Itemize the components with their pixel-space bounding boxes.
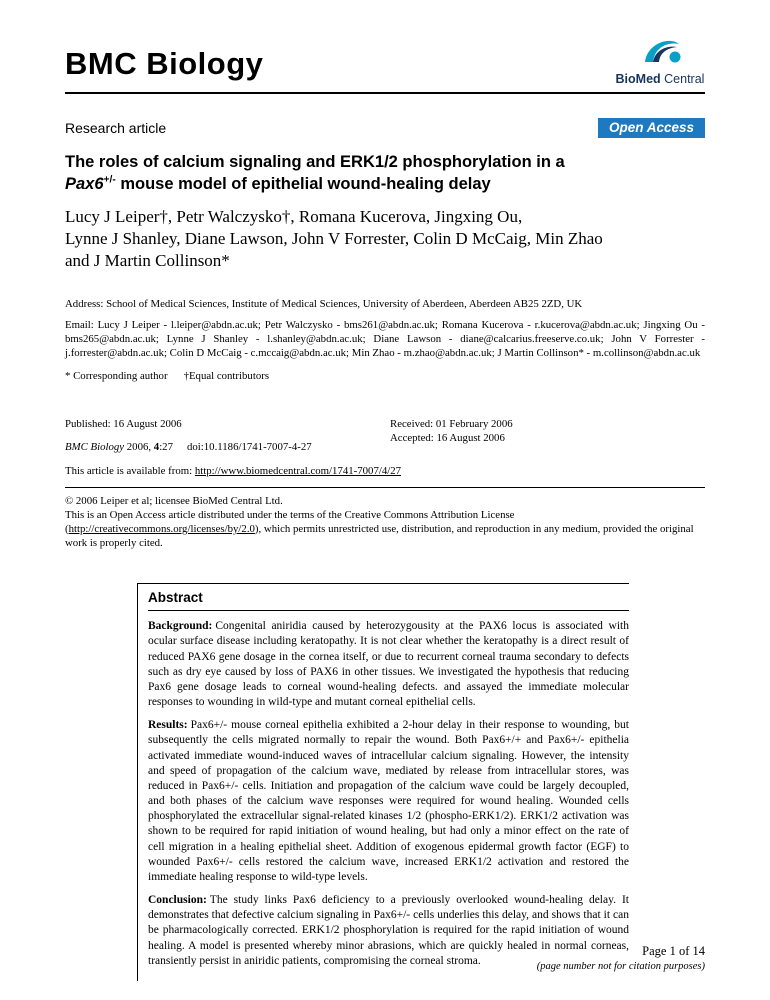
equal-contributors-note: †Equal contributors <box>183 369 270 382</box>
article-url-link[interactable]: http://www.biomedcentral.com/1741-7007/4/27 <box>194 465 402 478</box>
journal-title: BMC Biology <box>65 46 264 81</box>
masthead-rule <box>65 92 705 94</box>
published-date: Published: 16 August 2006 <box>65 418 182 430</box>
corresponding-author-note: * Corresponding author <box>65 369 168 382</box>
copyright-rule <box>65 487 705 488</box>
abstract-background-label: Background: <box>148 620 213 633</box>
copyright-line: © 2006 Leiper et al; licensee BioMed Central Ltd. <box>65 495 283 508</box>
citation-note: (page number not for citation purposes) <box>536 961 705 972</box>
author-emails: Email: Lucy J Leiper - l.leiper@abdn.ac.uk; Petr Walczysko - bms261@abdn.ac.uk; Romana Kucerova - r.kucerova@abdn.ac.uk; Jingxing Ou - bms265@abdn.ac.uk; Lynne J Shanley - l.shanley@abdn.ac.uk; Diane Lawson - diane@calcarius.freeserve.co.uk; John V Forrester - j.forrester@abdn.ac.uk; Colin D McCaig - c.mccaig@abdn.ac.uk; Min Zhao - m.zhao@abdn.ac.uk; J Martin Collinson* - m.collinson@abdn.ac.uk <box>65 318 705 359</box>
article-type-label: Research article <box>65 120 167 136</box>
accepted-date: Accepted: 16 August 2006 <box>390 432 505 445</box>
author-notes <box>65 369 705 383</box>
biomed-swoosh-icon <box>637 34 683 66</box>
abstract-results: Results: Pax6+/- mouse corneal epithelia exhibited a 2-hour delay in their response to wounding, but subsequently the cells migrated normally to repair the wound. Both Pax6+/+ and Pax6+/- epithelia activated immediate wound-induced waves of intracellular calcium signaling. However, the intensity and speed of propagation of the calcium wave, mediated by release from intracellular stores, was reduced in Pax6+/- cells. Initiation and propagation of the calcium wave could be largely decoupled, and both phases of the calcium wave responses were required for wound healing. Wounded cells phosphorylated the extracellular signal-related kinases 1/2 (phospho-ERK1/2). ERK1/2 activation was shown to be required for rapid initiation of wound healing, but had only a minor effect on the rate of cell migration in a healing epithelial sheet. Addition of exogenous epidermal growth factor (EGF) to wounded Pax6+/- cells restored the calcium wave, increased ERK1/2 activation and restored the immediate healing response to wild-type levels. <box>148 719 629 883</box>
availability-line: This article is available from: http://www.biomedcentral.com/1741-7007/4/27 <box>65 465 402 478</box>
abstract-heading: Abstract <box>148 590 629 611</box>
abstract-conclusion-label: Conclusion: <box>148 894 207 907</box>
author-line: and J Martin Collinson* <box>65 251 230 271</box>
page-footer <box>537 944 705 972</box>
author-list <box>65 206 705 273</box>
abstract-results-label: Results: <box>148 719 188 732</box>
abstract-conclusion: Conclusion: The study links Pax6 deficiency to a previously overlooked wound-healing delay. It demonstrates that defective calcium signaling in Pax6+/- cells underlies this delay, and shows that it can be pharmacologically corrected. ERK1/2 phosphorylation is required for the rapid initiation of wound healing. A model is presented whereby minor abrasions, which are quickly healed in normal corneas, transiently persist in aniridic patients, compromising the corneal stroma. <box>148 894 629 967</box>
author-line: Lucy J Leiper†, Petr Walczysko†, Romana Kucerova, Jingxing Ou, <box>65 206 523 226</box>
license-paragraph: This is an Open Access article distributed under the terms of the Creative Commons Attribution License (http://creativecommons.org/licenses/by/2.0), which permits unrestricted use, distribution, and reproduction in any medium, provided the original work is properly cited. <box>65 509 694 550</box>
masthead <box>65 34 705 86</box>
biomed-central-logo <box>615 34 705 86</box>
title-gene-italic: Pax6 <box>65 175 104 194</box>
publication-info <box>65 417 705 463</box>
biomed-central-wordmark: BioMed Central <box>615 72 705 86</box>
page-number: Page 1 of 14 <box>642 944 705 958</box>
publication-right-column <box>390 417 513 463</box>
open-access-badge[interactable]: Open Access <box>598 118 705 138</box>
license-url-link[interactable]: http://creativecommons.org/licenses/by/2.0 <box>68 523 255 536</box>
abstract-background: Background: Congenital aniridia caused by heterozygousity at the PAX6 locus is associated with ocular surface disease including keratopathy. It is not clear whether the keratopathy is a direct result of reduced PAX6 gene dosage in the cornea itself, or due to recurrent corneal trauma secondary to defects such as dry eye caused by loss of PAX6 in other tissues. We investigated the hypothesis that reducing Pax6 gene dosage leads to corneal wound-healing defects. and assayed the immediate molecular responses to wounding in wild-type and mutant corneal epithelial cells. <box>148 620 629 709</box>
article-title: The roles of calcium signaling and ERK1/2 phosphorylation in a Pax6+/- mouse model of epithelial wound-healing delay <box>65 153 565 194</box>
title-gene-superscript: +/- <box>103 174 116 186</box>
affiliation-address: Address: School of Medical Sciences, Institute of Medical Sciences, University of Aberdeen, Aberdeen AB25 2ZD, UK <box>65 297 583 310</box>
received-date: Received: 01 February 2006 <box>390 418 513 430</box>
article-type-row <box>65 118 705 138</box>
author-line: Lynne J Shanley, Diane Lawson, John V Forrester, Colin D McCaig, Min Zhao <box>65 228 603 248</box>
citation-line: BMC Biology 2006, 4:27 doi:10.1186/1741-7007-4-27 <box>65 441 312 454</box>
doi: doi:10.1186/1741-7007-4-27 <box>186 441 312 454</box>
abstract-section <box>137 583 629 981</box>
publication-left-column <box>65 417 390 463</box>
